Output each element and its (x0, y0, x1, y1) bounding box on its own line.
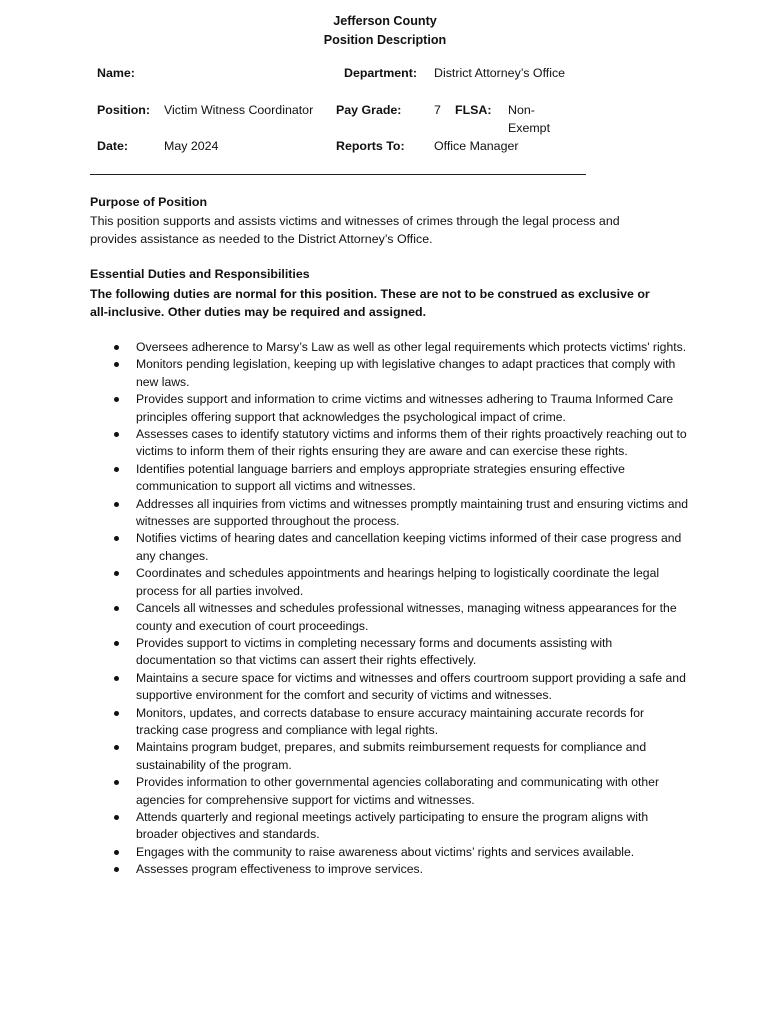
list-item (110, 496, 690, 531)
duty-text: Cancels all witnesses and schedules professional witnesses, managing witness appearances for the county and execution of court proceedings. (136, 601, 677, 633)
duty-text: Addresses all inquiries from victims and witnesses promptly maintaining trust and ensuring victims and witnesses are supported throughout the process. (136, 496, 689, 529)
date-label: Date: (97, 139, 128, 153)
list-item (110, 809, 690, 844)
duty-text: Identifies potential language barriers and employs appropriate strategies ensuring effective communication to support all victims and witnesses. (136, 461, 625, 494)
flsa-label: FLSA: (455, 103, 492, 117)
bullet-icon (114, 641, 119, 646)
duty-text: Assesses program effectiveness to improve services. (136, 862, 423, 877)
list-item (110, 339, 690, 356)
position-value: Victim Witness Coordinator (164, 103, 314, 117)
list-item (110, 844, 690, 861)
bullet-icon (114, 850, 119, 855)
position-label: Position: (97, 103, 150, 117)
header-divider (90, 174, 586, 175)
list-item (110, 774, 690, 809)
department-value: District Attorney’s Office (434, 66, 566, 80)
duty-text: Notifies victims of hearing dates and cancellation keeping victims informed of their case progress and any changes. (136, 531, 682, 563)
paygrade-value: 7 (434, 103, 441, 117)
list-item (110, 861, 690, 878)
duty-text: Monitors, updates, and corrects database to ensure accuracy maintaining accurate records for tracking case progress and compliance with legal rights. (136, 705, 645, 737)
bullet-icon (114, 780, 119, 785)
list-item (110, 705, 690, 740)
duty-text: Maintains program budget, prepares, and submits reimbursement requests for compliance and sustainability of the program. (136, 740, 647, 772)
duties-list (110, 339, 690, 879)
duty-text: Provides support and information to crime victims and witnesses adhering to Trauma Informed Care principles offering support that acknowledges the psychological impact of crime. (136, 392, 674, 424)
org-title: Jefferson County (333, 14, 437, 28)
bullet-icon (114, 711, 119, 716)
duty-text: Attends quarterly and regional meetings actively participating to ensure the program aligns with broader objectives and standards. (136, 809, 649, 842)
purpose-heading: Purpose of Position (90, 195, 208, 209)
duty-text: Assesses cases to identify statutory victims and informs them of their rights proactively reaching out to victims to inform them of their rights ensuring they are aware and can exercise these rights. (136, 427, 687, 459)
bullet-icon (114, 606, 119, 611)
bullet-icon (114, 345, 119, 350)
bullet-icon (114, 745, 119, 750)
list-item (110, 565, 690, 600)
list-item (110, 391, 690, 426)
bullet-icon (114, 815, 119, 820)
name-label: Name: (97, 66, 135, 80)
duty-text: Engages with the community to raise awareness about victims’ rights and services available. (136, 844, 635, 859)
date-value: May 2024 (164, 139, 219, 153)
bullet-icon (114, 362, 119, 367)
list-item (110, 635, 690, 670)
bullet-icon (114, 432, 119, 437)
list-item (110, 670, 690, 705)
list-item (110, 600, 690, 635)
bullet-icon (114, 536, 119, 541)
bullet-icon (114, 571, 119, 576)
duty-text: Monitors pending legislation, keeping up with legislative changes to adapt practices that comply with new laws. (136, 357, 676, 389)
list-item (110, 356, 690, 391)
list-item (110, 426, 690, 461)
flsa-value-line2: Exempt (508, 121, 551, 135)
duty-text: Coordinates and schedules appointments and hearings helping to logistically coordinate the legal process for all parties involved. (136, 566, 660, 598)
bullet-icon (114, 867, 119, 872)
bullet-icon (114, 467, 119, 472)
list-item (110, 530, 690, 565)
bullet-icon (114, 397, 119, 402)
duty-text: Provides information to other governmental agencies collaborating and communicating with other agencies for comprehensive support for victims and witnesses. (136, 775, 659, 807)
reports-to-label: Reports To: (336, 139, 405, 153)
list-item (110, 739, 690, 774)
duty-text: Provides support to victims in completing necessary forms and documents assisting with documentation so that victims can assert their rights effectively. (136, 635, 613, 668)
flsa-value-line1: Non- (508, 103, 535, 117)
list-item (110, 461, 690, 496)
department-label: Department: (344, 66, 417, 80)
duty-text: Oversees adherence to Marsy’s Law as well as other legal requirements which protects victims' rights. (136, 340, 687, 354)
bullet-icon (114, 676, 119, 681)
duties-heading: Essential Duties and Responsibilities (90, 267, 310, 281)
duty-text: Maintains a secure space for victims and witnesses and offers courtroom support providing a safe and supportive environment for the comfort and security of victims and witnesses. (136, 670, 686, 703)
paygrade-label: Pay Grade: (336, 103, 402, 117)
duties-intro: The following duties are normal for this position. These are not to be construed as exclusive or all-inclusive. Other duties may be required and assigned. (90, 287, 650, 319)
purpose-text: This position supports and assists victims and witnesses of crimes through the legal process and provides assistance as needed to the District Attorney’s Office. (90, 214, 620, 246)
reports-to-value: Office Manager (434, 139, 519, 153)
document-title: Position Description (323, 33, 447, 47)
bullet-icon (114, 502, 119, 507)
